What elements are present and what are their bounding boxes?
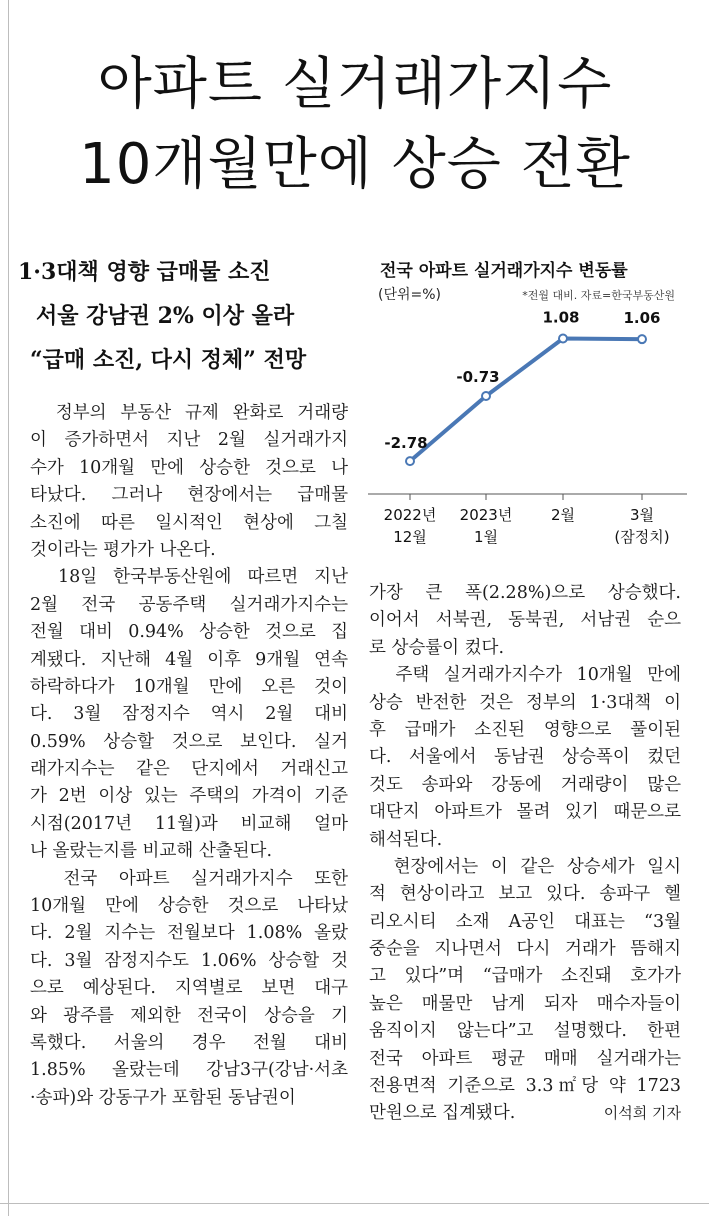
body-line: 10개월 만에 상승한 것으로 나타났 [30, 896, 348, 917]
data-label: -0.73 [456, 368, 500, 387]
body-line: 1.85% 올랐는데 강남3구(강남·서초 [30, 1060, 348, 1081]
body-line: 것이라는 평가가 나온다. [30, 539, 216, 560]
body-line: 전월 대비 0.94% 상승한 것으로 집 [30, 622, 348, 643]
subheadline [18, 250, 350, 382]
final-line-row [369, 1100, 681, 1127]
article-body-right [369, 580, 681, 1128]
body-line: ·송파)와 강동구가 포함된 동남권이 [30, 1087, 296, 1108]
body-line: 현장에서는 이 같은 상승세가 일시 [369, 856, 681, 877]
chart-title: 전국 아파트 실거래가지수 변동률 [380, 261, 628, 281]
body-line: 전국 아파트 평균 매매 실거래가는 [369, 1048, 681, 1069]
body-line: 으로 예상된다. 지역별로 보면 대구 [30, 978, 348, 999]
body-line: 다. 서울에서 동남권 상승폭이 컸던 [369, 747, 681, 768]
body-line: 후 급매가 소진된 영향으로 풀이된 [369, 719, 681, 740]
body-line: 나 올랐는지를 비교해 산출된다. [30, 841, 273, 862]
body-line: 리오시티 소재 A공인 대표는 “3월 [369, 911, 681, 932]
data-label: -2.78 [384, 434, 428, 453]
subhead-line: 서울 강남권 2% 이상 올라 [36, 303, 295, 329]
body-line: 다. 3월 잠정지수 역시 2월 대비 [30, 704, 348, 725]
chart-unit: (단위=%) [378, 287, 442, 303]
body-line: 움직이지 않는다”고 설명했다. 한편 [369, 1021, 681, 1042]
body-line: 정부의 부동산 규제 완화로 거래량 [30, 403, 348, 423]
body-line: 해석된다. [369, 829, 443, 850]
subhead-line: 1·3대책 영향 급매물 소진 [18, 259, 271, 285]
body-line: 것도 송파와 강동에 거래량이 많은 [369, 774, 681, 795]
body-line: 가 2번 이상 있는 주택의 가격이 기준 [30, 786, 348, 807]
body-line: 래가지수는 같은 단지에서 거래신고 [30, 759, 348, 780]
body-line: 와 광주를 제외한 전국이 상승을 기 [30, 1005, 348, 1026]
data-point [406, 457, 414, 465]
body-line: 타났다. 그러나 현장에서는 급매물 [30, 485, 348, 506]
article-body-left [30, 400, 348, 1112]
x-tick-label: 2월 [550, 506, 576, 524]
body-line: 이 증가하면서 지난 2월 실거래가지 [30, 430, 348, 451]
x-tick-label: 3월 [629, 506, 655, 524]
body-line: 가장 큰 폭(2.28%)으로 상승했다. [369, 583, 681, 603]
chart-source: *전월 대비. 자료=한국부동산원 [522, 289, 675, 302]
body-line: 중순을 지나면서 다시 거래가 뜸해지 [369, 939, 681, 960]
body-line: 18일 한국부동산원에 따르면 지난 [30, 567, 348, 588]
subhead-line: “급매 소진, 다시 정체” 전망 [30, 347, 307, 373]
body-line: 고 있다”며 “급매가 소진돼 호가가 [369, 966, 681, 987]
body-line: 다. 3월 잠정지수도 1.06% 상승할 것 [30, 950, 348, 971]
x-tick-label: 2022년 [383, 506, 437, 524]
byline: 이석희 기자 [603, 1104, 681, 1123]
body-line: 로 상승률이 컸다. [369, 637, 505, 658]
data-point [559, 335, 567, 343]
x-tick-label: 2023년 [459, 506, 513, 524]
body-line: 적 현상이라고 보고 있다. 송파구 헬 [369, 884, 681, 905]
left-column-rule [8, 0, 9, 1216]
body-line: 전용면적 기준으로 3.3㎡당 약 1723 [369, 1076, 681, 1097]
bottom-rule [0, 1203, 709, 1204]
body-line: 대단지 아파트가 몰려 있기 때문으로 [369, 802, 681, 823]
x-tick-label: 1월 [473, 528, 499, 546]
body-line: 주택 실거래가지수가 10개월 만에 [369, 665, 681, 686]
data-label: 1.08 [542, 308, 580, 327]
x-tick-label: 12월 [393, 528, 427, 546]
body-line: 전국 아파트 실거래가지수 또한 [30, 868, 348, 889]
body-line: 0.59% 상승할 것으로 보인다. 실거 [30, 731, 348, 752]
body-line: 만원으로 집계됐다. [369, 1103, 516, 1124]
body-line: 시점(2017년 11월)과 비교해 얼마 [30, 813, 348, 834]
chart-plot [360, 252, 695, 562]
headline-line-2: 10개월만에 상승 전환 [79, 132, 631, 197]
headline-line-1: 아파트 실거래가지수 [97, 52, 613, 117]
x-tick-label: (잠정치) [614, 528, 670, 546]
data-point [482, 392, 490, 400]
series-line [410, 339, 642, 462]
body-line: 소진에 따른 일시적인 현상에 그칠 [30, 512, 348, 533]
data-label: 1.06 [623, 309, 661, 328]
chart [360, 252, 695, 562]
body-line: 록했다. 서울의 경우 전월 대비 [30, 1032, 348, 1053]
body-line: 이어서 서북권, 동북권, 서남권 순으 [369, 610, 681, 631]
body-line: 2월 전국 공동주택 실거래가지수는 [30, 594, 348, 615]
body-line: 높은 매물만 남게 되자 매수자들이 [369, 993, 681, 1014]
body-line: 다. 2월 지수는 전월보다 1.08% 올랐 [30, 923, 348, 944]
body-line: 수가 10개월 만에 상승한 것으로 나 [30, 457, 348, 478]
body-line: 하락하다가 10개월 만에 오른 것이 [30, 676, 348, 697]
data-point [638, 335, 646, 343]
body-line: 상승 반전한 것은 정부의 1·3대책 이 [369, 692, 681, 713]
body-line: 계됐다. 지난해 4월 이후 9개월 연속 [30, 649, 348, 670]
